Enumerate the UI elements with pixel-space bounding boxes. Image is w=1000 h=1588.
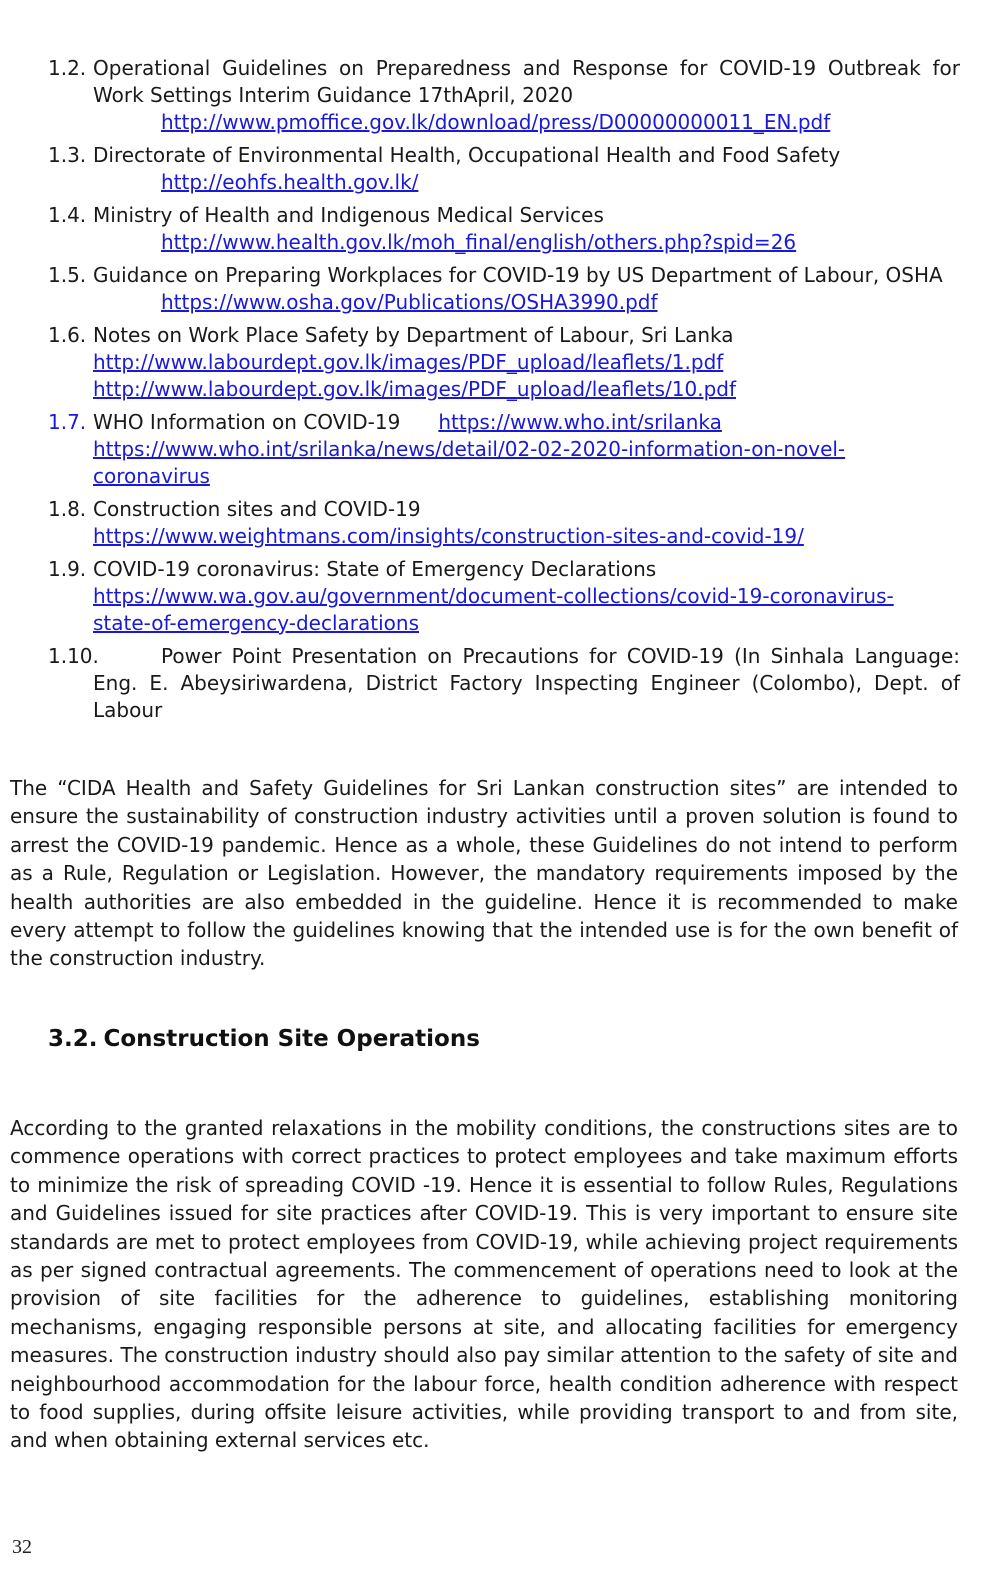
- reference-number: 1.5.: [48, 263, 87, 287]
- section-heading: [48, 1026, 480, 1052]
- reference-link[interactable]: http://www.labourdept.gov.lk/images/PDF_upload/leaflets/1.pdf: [93, 350, 724, 374]
- reference-item: [48, 55, 960, 136]
- intro-paragraph: The “CIDA Health and Safety Guidelines for Sri Lankan construction sites” are intended to ensure the sustainability of construction industry activities until a proven solution is found to arrest the COVID-19 pandemic. Hence as a whole, these Guidelines do not intend to perform as a Rule, Regulation or Legislation. However, the mandatory requirements imposed by the health authorities are also embedded in the guideline. Hence it is recommended to make every attempt to follow the guidelines knowing that the intended use is for the own benefit of the construction industry.: [10, 776, 958, 971]
- reference-title: Power Point Presentation on Precautions for COVID-19 (In Sinhala Language:: [161, 644, 960, 668]
- reference-item: [48, 409, 960, 490]
- reference-link[interactable]: http://eohfs.health.gov.lk/: [161, 170, 419, 194]
- reference-link[interactable]: https://www.osha.gov/Publications/OSHA3990.pdf: [161, 290, 658, 314]
- reference-title: Ministry of Health and Indigenous Medical Services: [93, 203, 604, 227]
- reference-link[interactable]: http://www.health.gov.lk/moh_final/english/others.php?spid=26: [161, 230, 797, 254]
- reference-number: 1.6.: [48, 323, 87, 347]
- reference-link[interactable]: https://www.wa.gov.au/government/document-collections/covid-19-coronavirus-: [93, 584, 894, 608]
- section-number: 3.2.: [48, 1026, 98, 1052]
- reference-item: [48, 322, 960, 403]
- reference-number: 1.3.: [48, 143, 87, 167]
- reference-title-continued: Eng. E. Abeysiriwardena, District Factory Inspecting Engineer (Colombo), Dept. of Labour: [93, 671, 960, 722]
- reference-title: Work Settings Interim Guidance 17thApril, 2020: [93, 83, 574, 107]
- body-paragraph: According to the granted relaxations in the mobility conditions, the constructions sites are to commence operations with correct practices to protect employees and take maximum efforts to minimize the risk of spreading COVID -19. Hence it is essential to follow Rules, Regulations and Guidelines issued for site practices after COVID-19. This is very important to ensure site standards are met to protect employees from COVID-19, while achieving project requirements as per signed contractual agreements. The commencement of operations need to look at the provision of site facilities for the adherence to guidelines, establishing monitoring mechanisms, engaging responsible persons at site, and allocating facilities for emergency measures. The construction industry should also pay similar attention to the safety of site and neighbourhood accommodation for the labour force, health condition adherence with respect to food supplies, during offsite leisure activities, while providing transport to and from site, and when obtaining external services etc.: [10, 1116, 958, 1453]
- reference-title: Guidance on Preparing Workplaces for COVID-19 by US Department of Labour, OSHA: [93, 263, 943, 287]
- reference-title: COVID-19 coronavirus: State of Emergency Declarations: [93, 557, 657, 581]
- reference-link[interactable]: state-of-emergency-declarations: [93, 611, 420, 635]
- reference-number: 1.10.: [48, 644, 99, 668]
- reference-link[interactable]: https://www.who.int/srilanka: [438, 410, 722, 434]
- reference-title: Operational Guidelines on Preparedness and Response for COVID-19 Outbreak for: [93, 56, 960, 80]
- reference-title: Notes on Work Place Safety by Department of Labour, Sri Lanka: [93, 323, 734, 347]
- reference-title: Directorate of Environmental Health, Occupational Health and Food Safety: [93, 143, 841, 167]
- reference-title: WHO Information on COVID-19: [93, 410, 401, 434]
- reference-item: [48, 643, 960, 724]
- reference-link[interactable]: https://www.who.int/srilanka/news/detail/02-02-2020-information-on-novel-: [93, 437, 846, 461]
- reference-number: 1.4.: [48, 203, 87, 227]
- reference-item: [48, 496, 960, 550]
- reference-number: 1.8.: [48, 497, 87, 521]
- reference-number: 1.7.: [48, 410, 87, 434]
- reference-link[interactable]: http://www.pmoffice.gov.lk/download/press/D00000000011_EN.pdf: [161, 110, 831, 134]
- reference-link[interactable]: coronavirus: [93, 464, 210, 488]
- reference-title: Construction sites and COVID-19: [93, 497, 421, 521]
- reference-number: 1.2.: [48, 56, 87, 80]
- reference-link[interactable]: http://www.labourdept.gov.lk/images/PDF_upload/leaflets/10.pdf: [93, 377, 737, 401]
- reference-number: 1.9.: [48, 557, 87, 581]
- reference-link[interactable]: https://www.weightmans.com/insights/construction-sites-and-covid-19/: [93, 524, 804, 548]
- reference-item: [48, 142, 960, 196]
- reference-item: [48, 556, 960, 637]
- reference-list: [48, 55, 960, 730]
- section-title: Construction Site Operations: [103, 1026, 480, 1052]
- reference-item: [48, 202, 960, 256]
- reference-item: [48, 262, 960, 316]
- page-number: 32: [12, 1536, 32, 1558]
